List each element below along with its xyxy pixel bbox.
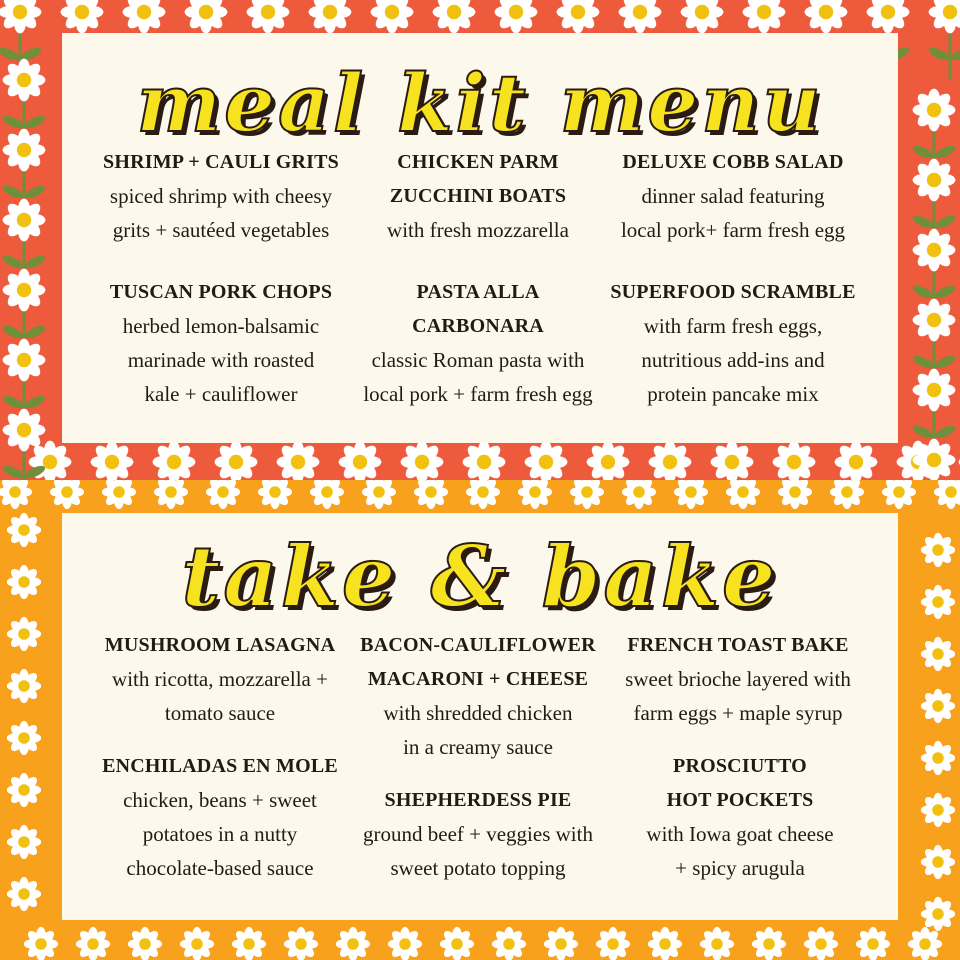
- daisy-flower-icon: [388, 927, 422, 960]
- daisy-flower-icon: [921, 585, 955, 619]
- daisy-flower-icon: [921, 793, 955, 827]
- item-desc: + spicy arugula: [675, 856, 805, 880]
- menu-item-prosciutto-hot-pockets: [612, 749, 868, 885]
- menu-item-deluxe-cobb-salad: [602, 145, 864, 247]
- item-name: PASTA ALLA: [416, 281, 540, 303]
- daisy-flower-icon: [7, 825, 41, 859]
- daisy-flower-icon: [337, 441, 383, 480]
- meal-kit-card: [62, 33, 898, 443]
- item-desc: dinner salad featuring: [641, 184, 825, 208]
- daisy-flower-icon: [771, 441, 817, 480]
- daisy-flower-icon: [647, 441, 693, 480]
- menu-item-superfood-scramble: [602, 275, 864, 411]
- daisy-flower-icon: [492, 927, 526, 960]
- daisy-flower-icon: [830, 480, 864, 509]
- daisy-flower-icon: [648, 927, 682, 960]
- daisy-flower-icon: [414, 480, 448, 509]
- item-name: CHICKEN PARM: [397, 151, 559, 173]
- daisy-flower-icon: [908, 927, 942, 960]
- item-desc: in a creamy sauce: [403, 735, 553, 759]
- daisy-flower-icon: [7, 877, 41, 911]
- daisy-flower-icon: [523, 441, 569, 480]
- take-and-bake-title: take & bake: [181, 527, 779, 626]
- daisy-flower-icon: [232, 927, 266, 960]
- item-desc: classic Roman pasta with: [371, 348, 585, 372]
- daisy-flower-icon: [206, 480, 240, 509]
- daisy-flower-icon: [7, 565, 41, 599]
- item-desc: grits + sautéed vegetables: [112, 218, 330, 242]
- daisy-flower-icon: [622, 480, 656, 509]
- item-desc: local pork+ farm fresh egg: [620, 218, 846, 242]
- daisy-flower-icon: [927, 0, 960, 80]
- daisy-flower-icon: [7, 513, 41, 547]
- item-name: FRENCH TOAST BAKE: [627, 634, 849, 656]
- daisy-flower-icon: [674, 480, 708, 509]
- daisy-flower-icon: [7, 721, 41, 755]
- item-desc: marinade with roasted: [127, 348, 315, 372]
- daisy-flower-icon: [24, 927, 58, 960]
- daisy-flower-icon: [336, 927, 370, 960]
- item-desc: with farm fresh eggs,: [643, 314, 823, 338]
- menu-item-mushroom-lasagna: [84, 628, 356, 730]
- item-desc: sweet brioche layered with: [625, 667, 851, 691]
- take-and-bake-card: [62, 513, 898, 920]
- daisy-flower-icon: [151, 441, 197, 480]
- daisy-flower-icon: [856, 927, 890, 960]
- daisy-flower-icon: [921, 741, 955, 775]
- menu-item-shepherdess-pie: [344, 783, 612, 885]
- daisy-flower-icon: [700, 927, 734, 960]
- item-desc: kale + cauliflower: [144, 382, 298, 406]
- item-desc: with fresh mozzarella: [387, 218, 569, 242]
- menu-item-chicken-parm: [350, 145, 606, 247]
- meal-kit-title: meal kit menu: [136, 56, 824, 150]
- daisy-flower-icon: [362, 480, 396, 509]
- item-desc: local pork + farm fresh egg: [363, 382, 593, 406]
- daisy-flower-icon: [596, 927, 630, 960]
- menu-item-french-toast-bake: [602, 628, 874, 730]
- daisy-flower-icon: [778, 480, 812, 509]
- item-name: MUSHROOM LASAGNA: [104, 634, 336, 656]
- daisy-flower-icon: [154, 480, 188, 509]
- daisy-flower-icon: [1, 409, 47, 480]
- item-desc: ZUCCHINI BOATS: [389, 185, 567, 207]
- item-desc: potatoes in a nutty: [142, 822, 298, 846]
- daisy-flower-icon: [76, 927, 110, 960]
- item-desc: sweet potato topping: [390, 856, 566, 880]
- daisy-flower-icon: [921, 845, 955, 879]
- daisy-flower-icon: [258, 480, 292, 509]
- daisy-flower-icon: [833, 441, 879, 480]
- menu-item-enchiladas-en-mole: [84, 749, 356, 885]
- item-name: PROSCIUTTO: [673, 755, 807, 777]
- daisy-flower-icon: [709, 441, 755, 480]
- daisy-flower-icon: [882, 480, 916, 509]
- daisy-flower-icon: [213, 441, 259, 480]
- daisy-flower-icon: [921, 637, 955, 671]
- item-name: SUPERFOOD SCRAMBLE: [610, 281, 856, 303]
- item-desc: ground beef + veggies with: [363, 822, 593, 846]
- item-desc: nutritious add-ins and: [641, 348, 825, 372]
- daisy-flower-icon: [461, 441, 507, 480]
- item-name: SHRIMP + CAULI GRITS: [103, 151, 339, 173]
- daisy-flower-icon: [440, 927, 474, 960]
- daisy-flower-icon: [50, 480, 84, 509]
- menu-item-tuscan-pork-chops: [92, 275, 350, 411]
- daisy-flower-icon: [102, 480, 136, 509]
- item-name: DELUXE COBB SALAD: [622, 151, 844, 173]
- menu-item-bacon-cauliflower-mac: [350, 628, 606, 764]
- item-name: SHEPHERDESS PIE: [384, 789, 572, 811]
- item-desc: tomato sauce: [164, 701, 276, 725]
- daisy-flower-icon: [7, 669, 41, 703]
- daisy-flower-icon: [399, 441, 445, 480]
- item-desc: CARBONARA: [412, 315, 544, 337]
- menu-item-pasta-alla-carbonara: [344, 275, 612, 411]
- daisy-flower-icon: [726, 480, 760, 509]
- item-desc: MACARONI + CHEESE: [367, 668, 589, 690]
- daisy-flower-icon: [7, 773, 41, 807]
- item-desc: farm eggs + maple syrup: [633, 701, 843, 725]
- item-desc: chocolate-based sauce: [126, 856, 314, 880]
- item-name: TUSCAN PORK CHOPS: [109, 281, 333, 303]
- item-desc: with shredded chicken: [383, 701, 573, 725]
- daisy-flower-icon: [310, 480, 344, 509]
- daisy-flower-icon: [544, 927, 578, 960]
- daisy-flower-icon: [804, 927, 838, 960]
- daisy-flower-icon: [752, 927, 786, 960]
- item-desc: herbed lemon-balsamic: [122, 314, 320, 338]
- item-desc: spiced shrimp with cheesy: [109, 184, 333, 208]
- daisy-flower-icon: [180, 927, 214, 960]
- daisy-flower-icon: [275, 441, 321, 480]
- daisy-flower-icon: [570, 480, 604, 509]
- daisy-flower-icon: [284, 927, 318, 960]
- daisy-flower-icon: [585, 441, 631, 480]
- daisy-flower-icon: [921, 897, 955, 931]
- daisy-flower-icon: [466, 480, 500, 509]
- item-desc: HOT POCKETS: [666, 789, 814, 811]
- daisy-flower-icon: [89, 441, 135, 480]
- item-desc: protein pancake mix: [647, 382, 819, 406]
- item-name: ENCHILADAS EN MOLE: [102, 755, 338, 777]
- daisy-flower-icon: [128, 927, 162, 960]
- daisy-flower-icon: [934, 480, 960, 509]
- daisy-flower-icon: [921, 689, 955, 723]
- daisy-flower-icon: [7, 617, 41, 651]
- daisy-flower-icon: [0, 480, 32, 509]
- item-desc: with ricotta, mozzarella +: [112, 667, 328, 691]
- item-name: BACON-CAULIFLOWER: [360, 634, 596, 656]
- daisy-flower-icon: [518, 480, 552, 509]
- daisy-flower-icon: [921, 533, 955, 567]
- item-desc: with Iowa goat cheese: [646, 822, 834, 846]
- menu-item-shrimp-cauli-grits: [92, 145, 350, 247]
- item-desc: chicken, beans + sweet: [123, 788, 317, 812]
